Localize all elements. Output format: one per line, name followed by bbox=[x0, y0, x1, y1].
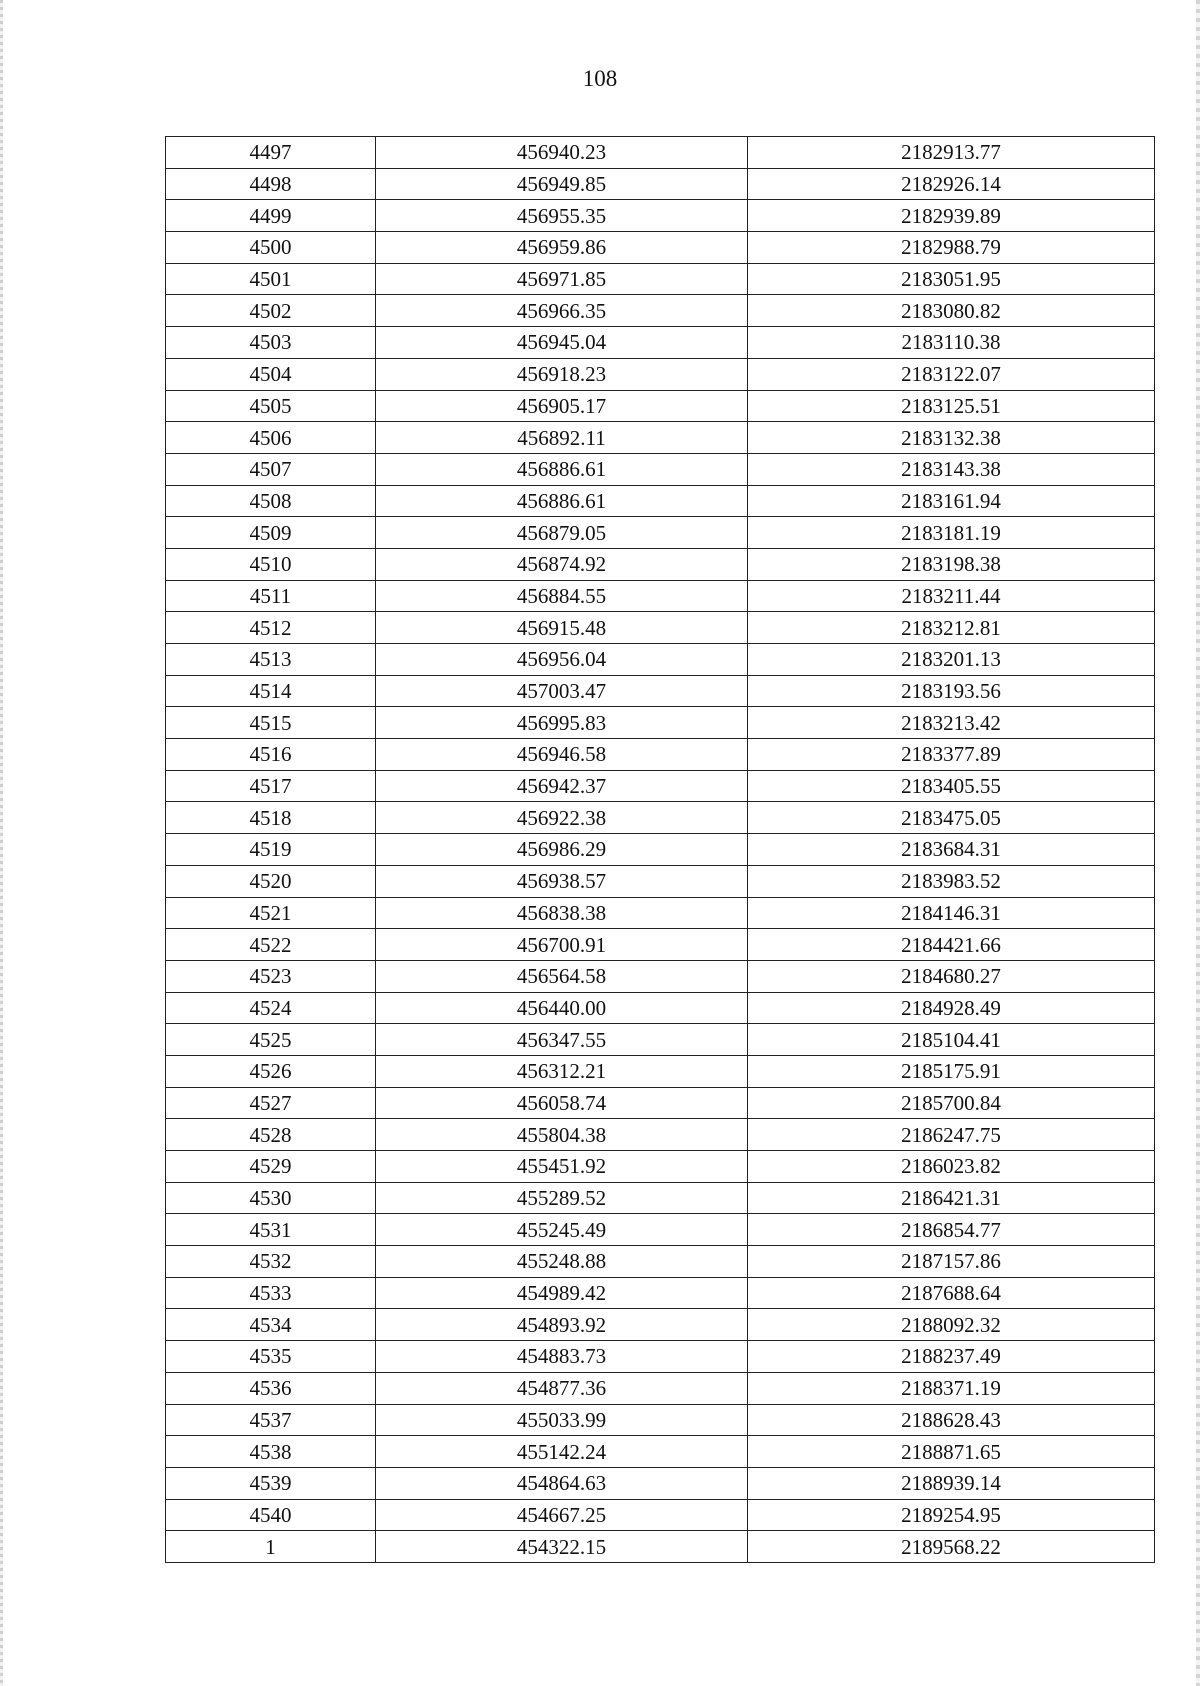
point-number-cell: 4533 bbox=[166, 1277, 376, 1309]
table-row bbox=[166, 1087, 1155, 1119]
table-row bbox=[166, 1499, 1155, 1531]
point-number-cell: 4537 bbox=[166, 1404, 376, 1436]
x-coordinate-cell: 455033.99 bbox=[376, 1404, 748, 1436]
x-coordinate-cell: 456949.85 bbox=[376, 168, 748, 200]
x-coordinate-cell: 456986.29 bbox=[376, 834, 748, 866]
point-number-cell: 4522 bbox=[166, 929, 376, 961]
point-number-cell: 4514 bbox=[166, 675, 376, 707]
x-coordinate-cell: 455451.92 bbox=[376, 1151, 748, 1183]
x-coordinate-cell: 456564.58 bbox=[376, 960, 748, 992]
x-coordinate-cell: 456884.55 bbox=[376, 580, 748, 612]
y-coordinate-cell: 2182926.14 bbox=[748, 168, 1155, 200]
x-coordinate-cell: 456892.11 bbox=[376, 422, 748, 454]
x-coordinate-cell: 456886.61 bbox=[376, 485, 748, 517]
x-coordinate-cell: 456440.00 bbox=[376, 992, 748, 1024]
y-coordinate-cell: 2183132.38 bbox=[748, 422, 1155, 454]
point-number-cell: 4530 bbox=[166, 1182, 376, 1214]
table-row bbox=[166, 960, 1155, 992]
y-coordinate-cell: 2183983.52 bbox=[748, 865, 1155, 897]
y-coordinate-cell: 2183684.31 bbox=[748, 834, 1155, 866]
y-coordinate-cell: 2185175.91 bbox=[748, 1055, 1155, 1087]
y-coordinate-cell: 2183122.07 bbox=[748, 358, 1155, 390]
scan-edge-left bbox=[0, 0, 3, 1686]
table-row bbox=[166, 1214, 1155, 1246]
x-coordinate-cell: 455248.88 bbox=[376, 1246, 748, 1278]
table-row bbox=[166, 263, 1155, 295]
y-coordinate-cell: 2182988.79 bbox=[748, 232, 1155, 264]
y-coordinate-cell: 2188371.19 bbox=[748, 1372, 1155, 1404]
point-number-cell: 4521 bbox=[166, 897, 376, 929]
point-number-cell: 4501 bbox=[166, 263, 376, 295]
x-coordinate-cell: 454667.25 bbox=[376, 1499, 748, 1531]
point-number-cell: 4516 bbox=[166, 739, 376, 771]
y-coordinate-cell: 2183110.38 bbox=[748, 327, 1155, 359]
coordinates-table-body bbox=[166, 137, 1155, 1563]
y-coordinate-cell: 2182939.89 bbox=[748, 200, 1155, 232]
point-number-cell: 4538 bbox=[166, 1436, 376, 1468]
y-coordinate-cell: 2188628.43 bbox=[748, 1404, 1155, 1436]
point-number-cell: 4534 bbox=[166, 1309, 376, 1341]
table-row bbox=[166, 1404, 1155, 1436]
point-number-cell: 4529 bbox=[166, 1151, 376, 1183]
x-coordinate-cell: 456905.17 bbox=[376, 390, 748, 422]
table-row bbox=[166, 232, 1155, 264]
table-row bbox=[166, 802, 1155, 834]
y-coordinate-cell: 2186023.82 bbox=[748, 1151, 1155, 1183]
x-coordinate-cell: 456940.23 bbox=[376, 137, 748, 169]
y-coordinate-cell: 2183198.38 bbox=[748, 548, 1155, 580]
point-number-cell: 4505 bbox=[166, 390, 376, 422]
y-coordinate-cell: 2183051.95 bbox=[748, 263, 1155, 295]
y-coordinate-cell: 2188871.65 bbox=[748, 1436, 1155, 1468]
table-row bbox=[166, 897, 1155, 929]
scan-edge-right bbox=[1196, 0, 1200, 1686]
x-coordinate-cell: 454883.73 bbox=[376, 1341, 748, 1373]
y-coordinate-cell: 2182913.77 bbox=[748, 137, 1155, 169]
page-number: 108 bbox=[582, 66, 618, 91]
point-number-cell: 4503 bbox=[166, 327, 376, 359]
table-row bbox=[166, 137, 1155, 169]
x-coordinate-cell: 457003.47 bbox=[376, 675, 748, 707]
table-row bbox=[166, 612, 1155, 644]
x-coordinate-cell: 454893.92 bbox=[376, 1309, 748, 1341]
x-coordinate-cell: 456918.23 bbox=[376, 358, 748, 390]
table-row bbox=[166, 295, 1155, 327]
y-coordinate-cell: 2183143.38 bbox=[748, 453, 1155, 485]
y-coordinate-cell: 2183201.13 bbox=[748, 644, 1155, 676]
y-coordinate-cell: 2184421.66 bbox=[748, 929, 1155, 961]
point-number-cell: 4513 bbox=[166, 644, 376, 676]
point-number-cell: 4510 bbox=[166, 548, 376, 580]
point-number-cell: 4526 bbox=[166, 1055, 376, 1087]
table-row bbox=[166, 1341, 1155, 1373]
table-row bbox=[166, 1372, 1155, 1404]
table-row bbox=[166, 1309, 1155, 1341]
table-row bbox=[166, 1531, 1155, 1563]
point-number-cell: 4517 bbox=[166, 770, 376, 802]
x-coordinate-cell: 454877.36 bbox=[376, 1372, 748, 1404]
y-coordinate-cell: 2183181.19 bbox=[748, 517, 1155, 549]
point-number-cell: 4524 bbox=[166, 992, 376, 1024]
y-coordinate-cell: 2183377.89 bbox=[748, 739, 1155, 771]
table-row bbox=[166, 770, 1155, 802]
table-row bbox=[166, 675, 1155, 707]
x-coordinate-cell: 455804.38 bbox=[376, 1119, 748, 1151]
y-coordinate-cell: 2184928.49 bbox=[748, 992, 1155, 1024]
table-row bbox=[166, 422, 1155, 454]
x-coordinate-cell: 456959.86 bbox=[376, 232, 748, 264]
table-row bbox=[166, 1246, 1155, 1278]
table-row bbox=[166, 390, 1155, 422]
point-number-cell: 4499 bbox=[166, 200, 376, 232]
y-coordinate-cell: 2188939.14 bbox=[748, 1467, 1155, 1499]
y-coordinate-cell: 2183080.82 bbox=[748, 295, 1155, 327]
y-coordinate-cell: 2183193.56 bbox=[748, 675, 1155, 707]
table-row bbox=[166, 707, 1155, 739]
table-row bbox=[166, 327, 1155, 359]
point-number-cell: 1 bbox=[166, 1531, 376, 1563]
table-row bbox=[166, 1055, 1155, 1087]
point-number-cell: 4506 bbox=[166, 422, 376, 454]
point-number-cell: 4525 bbox=[166, 1024, 376, 1056]
y-coordinate-cell: 2184680.27 bbox=[748, 960, 1155, 992]
x-coordinate-cell: 456347.55 bbox=[376, 1024, 748, 1056]
x-coordinate-cell: 455289.52 bbox=[376, 1182, 748, 1214]
table-row bbox=[166, 168, 1155, 200]
x-coordinate-cell: 454864.63 bbox=[376, 1467, 748, 1499]
y-coordinate-cell: 2186854.77 bbox=[748, 1214, 1155, 1246]
point-number-cell: 4512 bbox=[166, 612, 376, 644]
point-number-cell: 4511 bbox=[166, 580, 376, 612]
x-coordinate-cell: 456995.83 bbox=[376, 707, 748, 739]
point-number-cell: 4509 bbox=[166, 517, 376, 549]
point-number-cell: 4523 bbox=[166, 960, 376, 992]
x-coordinate-cell: 455245.49 bbox=[376, 1214, 748, 1246]
point-number-cell: 4527 bbox=[166, 1087, 376, 1119]
table-row bbox=[166, 644, 1155, 676]
point-number-cell: 4539 bbox=[166, 1467, 376, 1499]
x-coordinate-cell: 454989.42 bbox=[376, 1277, 748, 1309]
point-number-cell: 4500 bbox=[166, 232, 376, 264]
y-coordinate-cell: 2186421.31 bbox=[748, 1182, 1155, 1214]
x-coordinate-cell: 456942.37 bbox=[376, 770, 748, 802]
point-number-cell: 4497 bbox=[166, 137, 376, 169]
point-number-cell: 4498 bbox=[166, 168, 376, 200]
point-number-cell: 4507 bbox=[166, 453, 376, 485]
table-row bbox=[166, 548, 1155, 580]
point-number-cell: 4520 bbox=[166, 865, 376, 897]
point-number-cell: 4540 bbox=[166, 1499, 376, 1531]
y-coordinate-cell: 2185700.84 bbox=[748, 1087, 1155, 1119]
x-coordinate-cell: 455142.24 bbox=[376, 1436, 748, 1468]
y-coordinate-cell: 2183125.51 bbox=[748, 390, 1155, 422]
point-number-cell: 4536 bbox=[166, 1372, 376, 1404]
y-coordinate-cell: 2187688.64 bbox=[748, 1277, 1155, 1309]
y-coordinate-cell: 2188092.32 bbox=[748, 1309, 1155, 1341]
y-coordinate-cell: 2183405.55 bbox=[748, 770, 1155, 802]
point-number-cell: 4535 bbox=[166, 1341, 376, 1373]
x-coordinate-cell: 456922.38 bbox=[376, 802, 748, 834]
table-row bbox=[166, 1119, 1155, 1151]
x-coordinate-cell: 456956.04 bbox=[376, 644, 748, 676]
x-coordinate-cell: 456946.58 bbox=[376, 739, 748, 771]
table-row bbox=[166, 580, 1155, 612]
x-coordinate-cell: 456945.04 bbox=[376, 327, 748, 359]
x-coordinate-cell: 456886.61 bbox=[376, 453, 748, 485]
point-number-cell: 4508 bbox=[166, 485, 376, 517]
point-number-cell: 4519 bbox=[166, 834, 376, 866]
point-number-cell: 4515 bbox=[166, 707, 376, 739]
table-row bbox=[166, 1151, 1155, 1183]
point-number-cell: 4504 bbox=[166, 358, 376, 390]
y-coordinate-cell: 2183212.81 bbox=[748, 612, 1155, 644]
table-row bbox=[166, 834, 1155, 866]
x-coordinate-cell: 456838.38 bbox=[376, 897, 748, 929]
table-row bbox=[166, 1467, 1155, 1499]
point-number-cell: 4528 bbox=[166, 1119, 376, 1151]
table-row bbox=[166, 485, 1155, 517]
y-coordinate-cell: 2189568.22 bbox=[748, 1531, 1155, 1563]
x-coordinate-cell: 454322.15 bbox=[376, 1531, 748, 1563]
point-number-cell: 4502 bbox=[166, 295, 376, 327]
y-coordinate-cell: 2185104.41 bbox=[748, 1024, 1155, 1056]
coordinates-table bbox=[165, 136, 1155, 1563]
table-row bbox=[166, 358, 1155, 390]
x-coordinate-cell: 456312.21 bbox=[376, 1055, 748, 1087]
y-coordinate-cell: 2189254.95 bbox=[748, 1499, 1155, 1531]
x-coordinate-cell: 456938.57 bbox=[376, 865, 748, 897]
point-number-cell: 4531 bbox=[166, 1214, 376, 1246]
table-row bbox=[166, 517, 1155, 549]
table-row bbox=[166, 1436, 1155, 1468]
y-coordinate-cell: 2187157.86 bbox=[748, 1246, 1155, 1278]
y-coordinate-cell: 2183211.44 bbox=[748, 580, 1155, 612]
table-row bbox=[166, 453, 1155, 485]
table-row bbox=[166, 1277, 1155, 1309]
table-row bbox=[166, 1024, 1155, 1056]
x-coordinate-cell: 456874.92 bbox=[376, 548, 748, 580]
y-coordinate-cell: 2184146.31 bbox=[748, 897, 1155, 929]
x-coordinate-cell: 456966.35 bbox=[376, 295, 748, 327]
x-coordinate-cell: 456879.05 bbox=[376, 517, 748, 549]
y-coordinate-cell: 2183475.05 bbox=[748, 802, 1155, 834]
y-coordinate-cell: 2188237.49 bbox=[748, 1341, 1155, 1373]
y-coordinate-cell: 2183213.42 bbox=[748, 707, 1155, 739]
x-coordinate-cell: 456700.91 bbox=[376, 929, 748, 961]
y-coordinate-cell: 2183161.94 bbox=[748, 485, 1155, 517]
x-coordinate-cell: 456971.85 bbox=[376, 263, 748, 295]
table-row bbox=[166, 929, 1155, 961]
table-row bbox=[166, 200, 1155, 232]
table-row bbox=[166, 865, 1155, 897]
x-coordinate-cell: 456955.35 bbox=[376, 200, 748, 232]
x-coordinate-cell: 456058.74 bbox=[376, 1087, 748, 1119]
point-number-cell: 4518 bbox=[166, 802, 376, 834]
point-number-cell: 4532 bbox=[166, 1246, 376, 1278]
x-coordinate-cell: 456915.48 bbox=[376, 612, 748, 644]
table-row bbox=[166, 739, 1155, 771]
table-row bbox=[166, 1182, 1155, 1214]
y-coordinate-cell: 2186247.75 bbox=[748, 1119, 1155, 1151]
table-row bbox=[166, 992, 1155, 1024]
